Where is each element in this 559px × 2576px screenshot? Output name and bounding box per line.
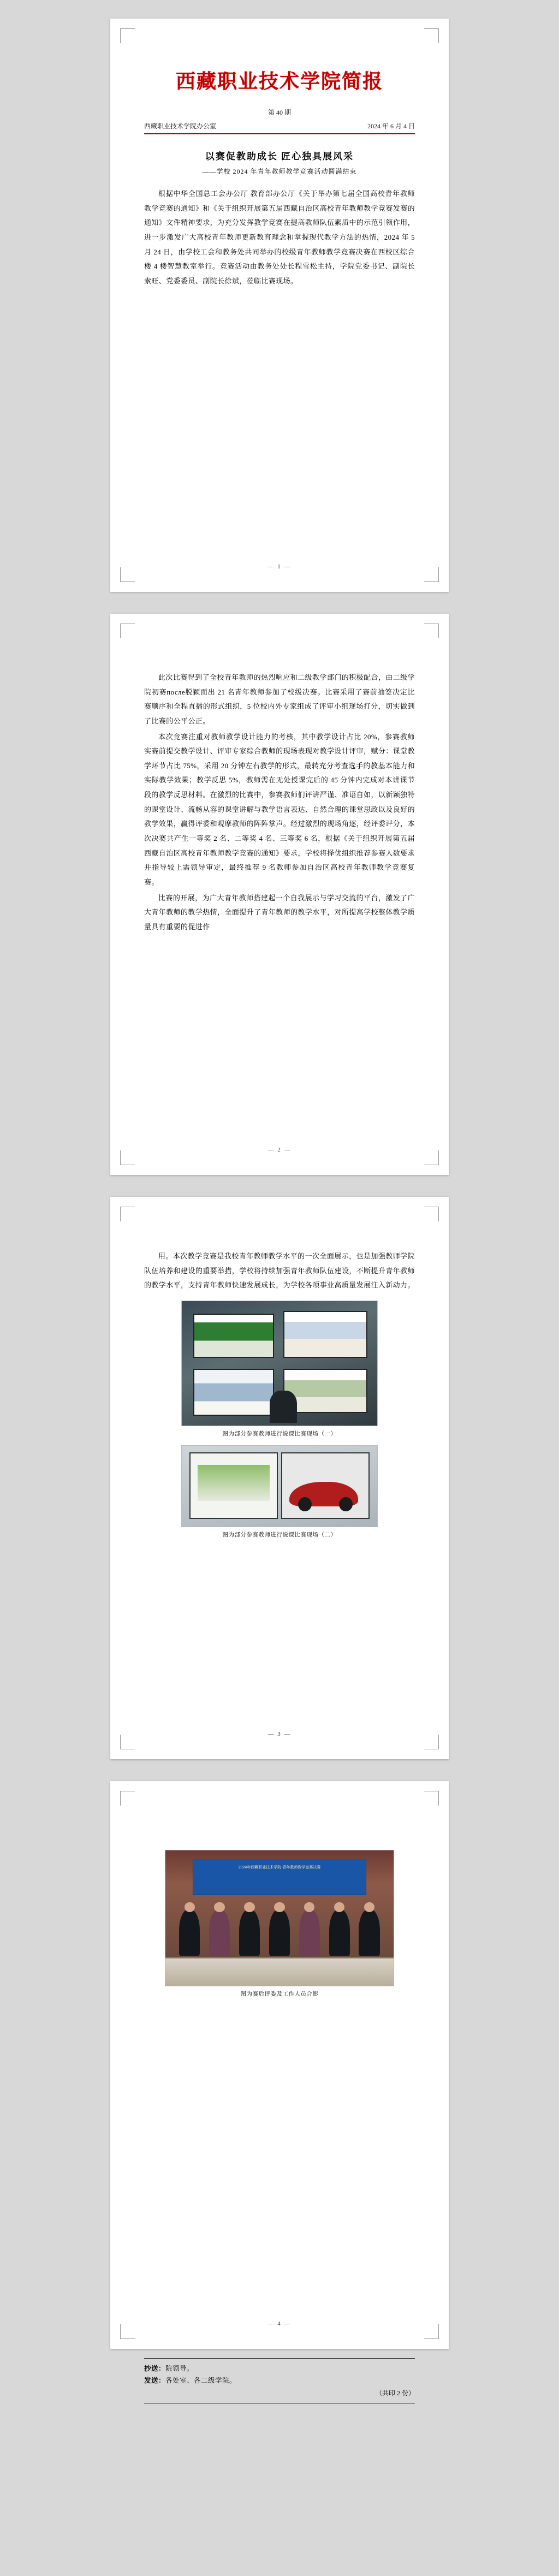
footer-copies: （共印 2 份） [375,2389,415,2397]
crop-mark-icon [120,28,135,43]
page-number: — 1 — [267,563,292,570]
issue-number: 第 40 期 [267,109,291,117]
photo-block-group [144,1850,415,1998]
paragraph: 用。本次教学竞赛是我校青年教师教学水平的一次全面展示，也是加强教师学院队伍培养和建设的重要举措，学校将持续加强青年教师队伍建设，不断提升青年教师的教学水平，支持青年教师快速发展成长，为学校各项事业高质量发展注入新动力。 [144,1252,415,1290]
issuing-office: 西藏职业技术学院办公室 [144,122,217,130]
document-footer [144,2358,415,2403]
page-number: — 2 — [267,1147,292,1153]
document-page-4 [110,1781,449,2397]
photo-block-1 [144,1301,415,1438]
crop-mark-icon [120,1791,135,1806]
event-banner-text: 2024年西藏职业技术学院 青年教师教学竞赛决赛 [193,1860,366,1895]
photo-contest-scene-2 [181,1445,378,1527]
paragraph: 此次比赛得到了全校青年教师的热烈响应和二级教学部门的积极配合，由二级学院初赛после脱颖而出 21 名青年教师参加了校级决赛。比赛采用了赛前抽签决定比赛顺序和全程直播的形式组织，5 位校内外专家组成了评审小组现场打分，切实做到了比赛的公平公正。 [144,673,415,725]
issue-date: 2024 年 6 月 4 日 [367,122,415,130]
footer-send-label: 发送： [144,2377,166,2384]
article-subtitle: ——学校 2024 年青年教师教学竞赛活动圆满结束 [202,168,357,176]
red-divider [144,133,415,134]
crop-mark-icon [424,1791,439,1806]
page-number: — 4 — [267,2320,292,2327]
photo-caption: 图为赛后评委及工作人员合影 [240,1991,319,1997]
paragraph: 本次竞赛注重对教师教学设计能力的考核，其中教学设计占比 20%，参赛教师实赛前提交教学设计、评审专家综合教师的现场表现对教学设计评审，赋分：课堂教学环节占比 75%，采用 20 分钟左右教学的形式，最转充分考查选手的教基本能力和实际教学效果；教学反思 5%，教师需在无处授课完后的 45 分钟内完成对本讲课节段的教学反思材料。在激烈的比赛中，参赛教师们评讲严谨、准语自如，以新颖独特的课堂设计、流畅从容的课堂讲解与教学语言表达、自然合理的课堂思政以及良好的教学效果，赢得评委和观摩教师的阵阵掌声。经过激烈的现场角逐，经评委评分，本次决赛共产生一等奖 2 名、二等奖 4 名、三等奖 6 名，根据《关于组织开展第五届西藏自治区高校青年教师教学竞赛的通知》要求，学校将择优组织推荐参赛人数要求并指导较上需领导审定，最终推荐 9 名教师参加自治区高校青年教师教学竞赛复赛。 [144,732,415,886]
document-page-1 [110,19,449,592]
photo-block-2 [144,1445,415,1539]
footer-distribution-value: 院领导。 [165,2365,194,2372]
paragraph: 根据中华全国总工会办公厅 教育部办公厅《关于举办第七届全国高校青年教师教学竞赛的通知》和《关于组织开展第五届西藏自治区高校青年教师教学竞赛发赛的通知》文件精神要求，为充分发挥教学竞赛在提高教师队伍素质中的示范引领作用，进一步激发广大高校青年教师更新教育理念和掌握现代教学方法的热情，2024 年 5 月 24 日，由学校工会和教务处共同举办的校级青年教师教学竞赛决赛在西校区综合楼 4 楼智慧教室举行。竞赛活动由教务处处长程雪松主持，学院党委书记、副院长索旺、党委委员、副院长徐斌，莅临比赛现场。 [144,189,415,286]
footer-distribution-label: 抄送： [144,2365,166,2372]
footer-send-value: 各处室、各二级学院。 [165,2377,237,2384]
article-title: 以赛促教助成长 匠心独具展风采 [205,151,354,162]
photo-caption: 图为部分参赛教师进行说课比赛现场（二） [222,1532,337,1538]
footer-send [144,2375,415,2385]
crop-mark-icon [424,28,439,43]
document-viewer [0,19,559,2397]
page-number: — 3 — [267,1731,292,1737]
crop-mark-icon [424,624,439,638]
masthead-title: 西藏职业技术学院简报 [175,70,383,93]
masthead-meta [144,121,415,133]
document-page-3 [110,1197,449,1759]
footer-divider-top [144,2358,415,2359]
footer-distribution [144,2363,415,2373]
crop-mark-icon [424,1207,439,1221]
paragraph: 比赛的开展，为广大青年教师搭建起一个自我展示与学习交流的平台，激发了广大青年教师的教学热情，全面提升了青年教师的教学水平，对所提高学校整体教学质量具有重要的促进作 [144,893,415,931]
photo-contest-scene-1 [181,1301,378,1426]
document-page-2 [110,614,449,1175]
photo-caption: 图为部分参赛教师进行说课比赛现场（一） [222,1431,337,1437]
crop-mark-icon [120,1207,135,1221]
crop-mark-icon [120,624,135,638]
photo-group-photo [165,1850,394,1986]
